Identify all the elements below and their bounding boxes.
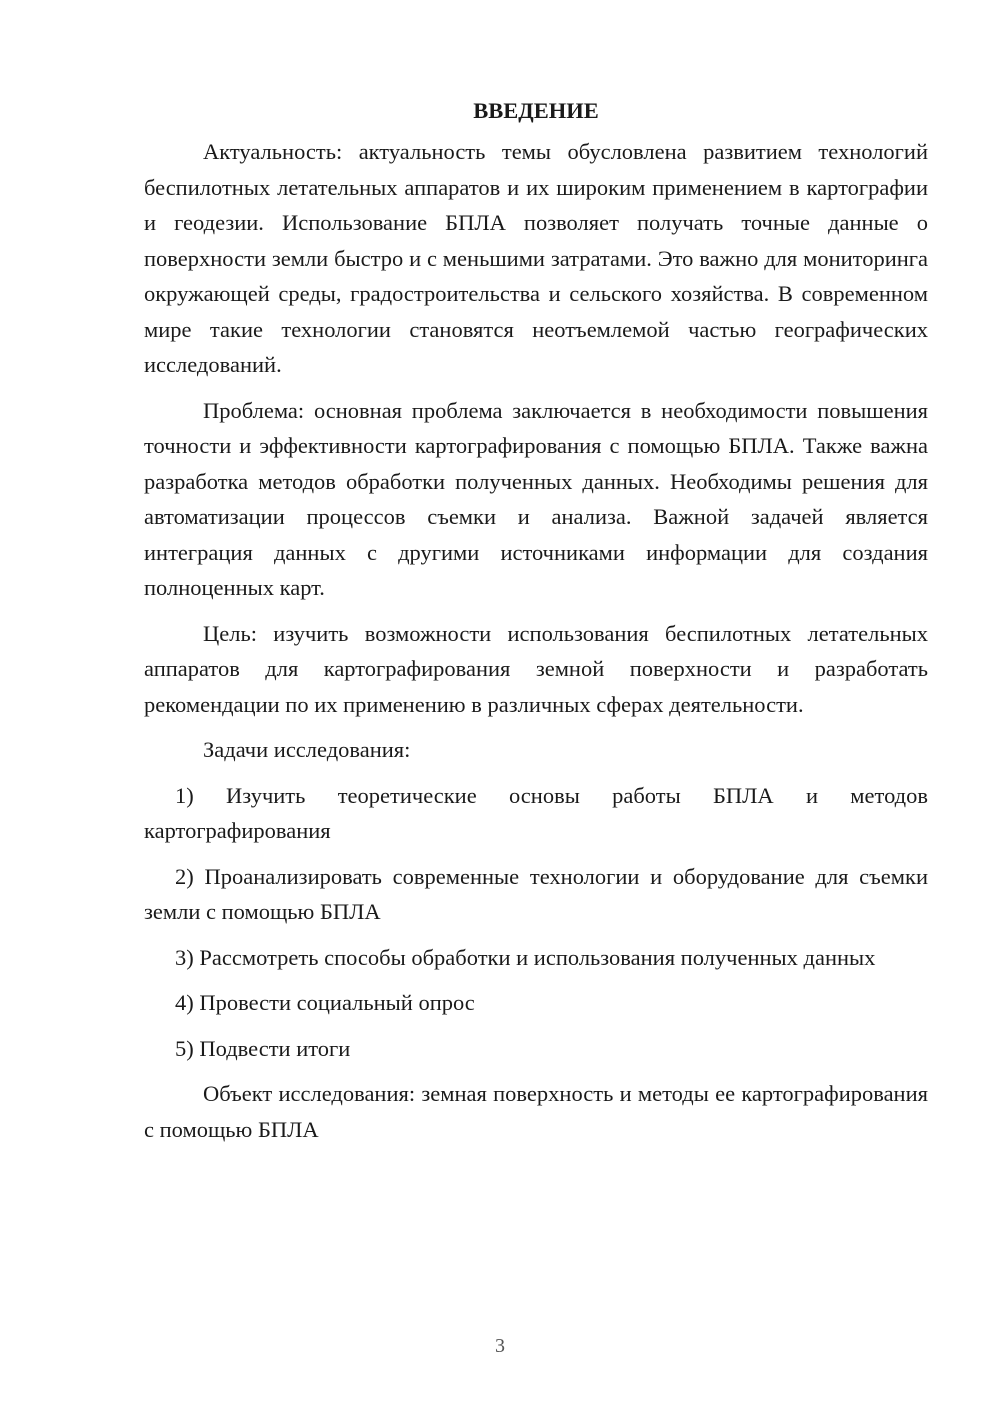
task-item-1: 1) Изучить теоретические основы работы БПЛА и методов картографирования: [144, 782, 928, 843]
task-item-4: 4) Провести социальный опрос: [175, 990, 475, 1015]
paragraph-relevance: Актуальность: актуальность темы обусловлена развитием технологий беспилотных летательных аппаратов и их широким применением в картографии и геодезии. Использование БПЛА позволяет получать точные данные о поверхности земли быстро и с меньшими затратами. Это важно для мониторинга окружающей среды, градостроительства и сельского хозяйства. В современном мире такие технологии становятся неотъемлемой частью географических исследований.: [144, 139, 928, 377]
task-item-3: 3) Рассмотреть способы обработки и использования полученных данных: [175, 944, 876, 970]
paragraph-goal: Цель: изучить возможности использования беспилотных летательных аппаратов для картографирования земной поверхности и разработать рекомендации по их применению в различных сферах деятельности.: [144, 620, 928, 717]
paragraph-problem: Проблема: основная проблема заключается в необходимости повышения точности и эффективности картографирования с помощью БПЛА. Также важна разработка методов обработки полученных данных. Необходимы решения для автоматизации процессов съемки и анализа. Важной задачей является интеграция данных с другими источниками информации для создания полноценных карт.: [144, 397, 928, 600]
section-title: ВВЕДЕНИЕ: [473, 98, 599, 123]
page-number: 3: [495, 1335, 505, 1357]
page-content: [144, 93, 928, 1157]
paragraph-object: Объект исследования: земная поверхность и методы ее картографирования с помощью БПЛА: [144, 1081, 928, 1142]
task-item-2: 2) Проанализировать современные технологии и оборудование для съемки земли с помощью БПЛА: [144, 863, 928, 924]
tasks-heading: Задачи исследования:: [203, 737, 411, 762]
task-item-5: 5) Подвести итоги: [175, 1035, 351, 1061]
